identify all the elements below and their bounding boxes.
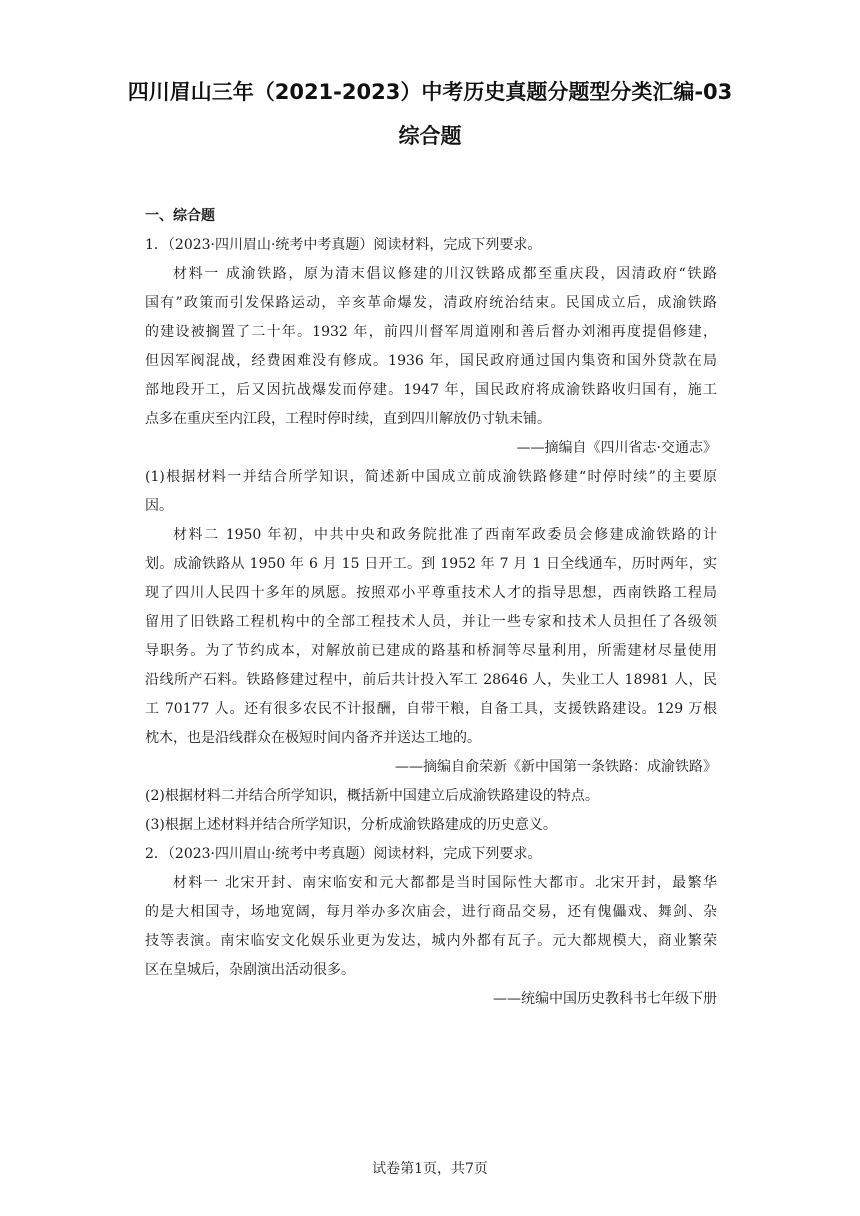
q1-subquestion1-line: (1)根据材料一并结合所学知识，简述新中国成立前成渝铁路修建“时停时续”的主要原 xyxy=(145,469,717,485)
q1-material1-line: 部地段开工，后又因抗战爆发而停建。1947 年，国民政府将成渝铁路收归国有，施工 xyxy=(145,382,717,398)
section-heading: 一、综合题 xyxy=(145,208,215,224)
q1-subquestion1-line: 因。 xyxy=(145,498,173,514)
q1-material1-line: 但因军阀混战，经费困难没有修成。1936 年，国民政府通过国内集资和国外贷款在局 xyxy=(145,353,717,369)
q1-stem: 1．（2023·四川眉山·统考中考真题）阅读材料，完成下列要求。 xyxy=(145,237,542,253)
document-content xyxy=(145,202,717,1014)
q1-material2-line: 导职务。为了节约成本，对解放前已建成的路基和桥洞等尽量利用，所需建材尽量使用 xyxy=(145,643,717,659)
q2-material1-line: 的是大相国寺，场地宽阔，每月举办多次庙会，进行商品交易，还有傀儡戏、舞剑、杂 xyxy=(145,904,717,920)
q1-material1-source: ——摘编自《四川省志·交通志》 xyxy=(516,440,717,456)
q2-material1-source: ——统编中国历史教科书七年级下册 xyxy=(493,991,717,1007)
q2-material1-line: 材料一 北宋开封、南宋临安和元大都都是当时国际性大都市。北宋开封，最繁华 xyxy=(173,875,717,891)
q1-material2-line: 现了四川人民四十多年的夙愿。按照邓小平尊重技术人才的指导思想，西南铁路工程局 xyxy=(145,585,717,601)
q1-material2-line: 工 70177 人。还有很多农民不计报酬，自带干粮，自备工具，支援铁路建设。129 万根 xyxy=(145,701,717,717)
q2-material1-line: 区在皇城后，杂剧演出活动很多。 xyxy=(145,962,355,978)
document-title-line1: 四川眉山三年（2021-2023）中考历史真题分题型分类汇编-03 xyxy=(127,80,733,104)
page-footer: 试卷第1页，共7页 xyxy=(372,1161,488,1177)
q1-material2-line: 留用了旧铁路工程机构中的全部工程技术人员，并让一些专家和技术人员担任了各级领 xyxy=(145,614,717,630)
q1-material1-line: 材料一 成渝铁路，原为清末倡议修建的川汉铁路成都至重庆段，因清政府“铁路 xyxy=(173,266,717,282)
q1-subquestion3: (3)根据上述材料并结合所学知识，分析成渝铁路建成的历史意义。 xyxy=(145,817,557,833)
q1-material1-line: 的建设被搁置了二十年。1932 年，前四川督军周道刚和善后督办刘湘再度提倡修建， xyxy=(145,324,717,340)
q2-material1-line: 技等表演。南宋临安文化娱乐业更为发达，城内外都有瓦子。元大都规模大，商业繁荣 xyxy=(145,933,717,949)
q1-material1-line: 点多在重庆至内江段，工程时停时续，直到四川解放仍寸轨未铺。 xyxy=(145,411,551,427)
q1-material1-line: 国有”政策而引发保路运动，辛亥革命爆发，清政府统治结束。民国成立后，成渝铁路 xyxy=(145,295,717,311)
q2-stem: 2．（2023·四川眉山·统考中考真题）阅读材料，完成下列要求。 xyxy=(145,846,542,862)
document-title-line2: 综合题 xyxy=(398,124,462,148)
q1-material2-line: 沿线所产石料。铁路修建过程中，前后共计投入军工 28646 人，失业工人 18981 人，民 xyxy=(145,672,717,688)
q1-subquestion2: (2)根据材料二并结合所学知识，概括新中国建立后成渝铁路建设的特点。 xyxy=(145,788,599,804)
q1-material2-line: 枕木，也是沿线群众在极短时间内备齐并送达工地的。 xyxy=(145,730,481,746)
q1-material2-line: 材料二 1950 年初，中共中央和政务院批准了西南军政委员会修建成渝铁路的计 xyxy=(173,527,717,543)
q1-material2-line: 划。成渝铁路从 1950 年 6 月 15 日开工。到 1952 年 7 月 1 日全线通车，历时两年，实 xyxy=(145,556,717,572)
q1-material2-source: ——摘编自俞荣新《新中国第一条铁路：成渝铁路》 xyxy=(395,759,717,775)
